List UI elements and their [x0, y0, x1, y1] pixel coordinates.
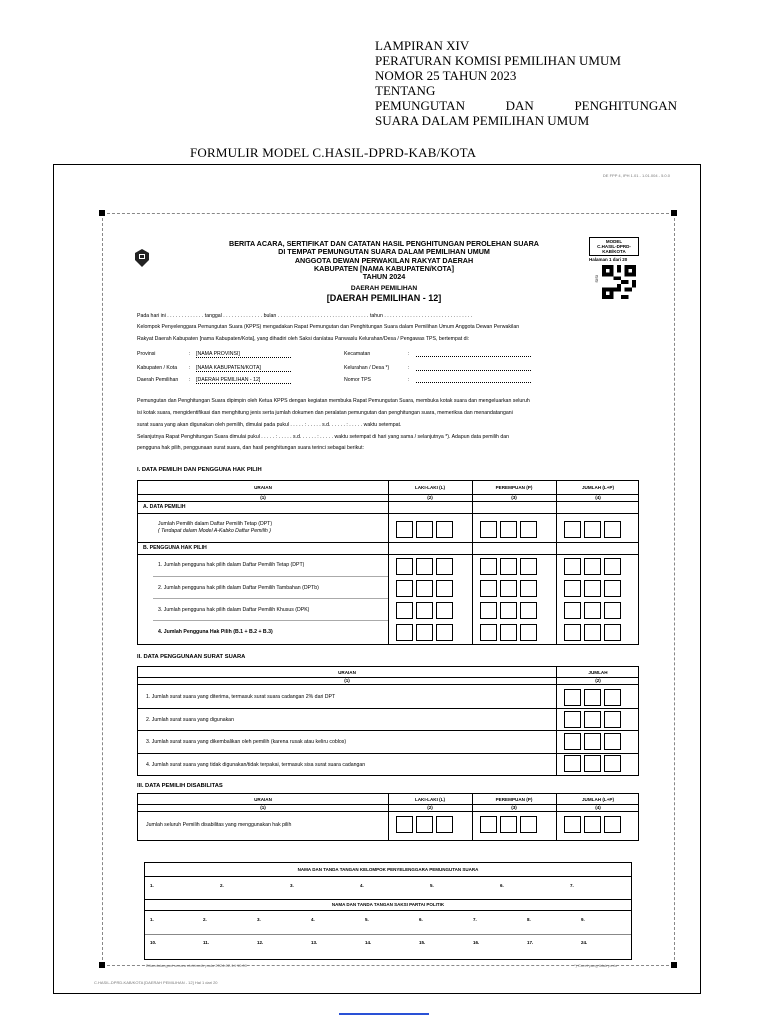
dapil-value: [DAERAH PEMILIHAN - 12]	[196, 377, 291, 384]
header-laki: LAKI-LAKI (L)	[414, 485, 446, 490]
saksi-sign-5[interactable]: 5.	[365, 917, 369, 922]
qr-code-icon	[602, 265, 636, 299]
digit-boxes-b1-l[interactable]	[396, 558, 453, 575]
tps-colon: :	[408, 377, 410, 383]
procedure-line-5: pengguna hak pilih, penggunaan surat suara, dan hasil penghitungan suara terinci sebagai berikut:	[137, 445, 364, 451]
procedure-line-2: isi kotak suara, mengidentifikasi dan menghitung jenis serta jumlah dokumen dan peralatan pemungutan dan penghitungan suara, memeriksa dan menandatangani	[137, 410, 513, 416]
corner-mark	[99, 210, 105, 216]
kpps-signature-title: NAMA DAN TANDA TANGAN KELOMPOK PENYELENGGARA PEMUNGUTAN SUARA	[297, 867, 479, 872]
intro-line-2: Kelompok Penyelenggara Pemungutan Suara (KPPS) mengadakan Rapat Pemungutan dan Penghitungan Suara dalam Pemilihan Umum Anggota Dewan Perwakilan	[137, 324, 520, 330]
kabupaten-colon: :	[189, 365, 191, 371]
corner-mark	[99, 962, 105, 968]
lampiran-header	[375, 38, 677, 128]
table-divider	[153, 576, 388, 577]
digit-boxes-dpt-lp[interactable]	[564, 521, 621, 538]
surat-row-4: 4. Jumlah surat suara yang tidak digunakan/tidak terpakai, termasuk sisa surat suara cadangan	[146, 762, 366, 768]
table-divider	[556, 481, 557, 644]
model-line-3: KAB/KOTA	[602, 249, 626, 254]
procedure-line-1: Pemungutan dan Penghitungan Suara dipimpin oleh Ketua KPPS dengan kegiatan membuka Rapat Pemungutan Suara, membuka kotak suara dan mengeluarkan seluruh	[137, 398, 530, 404]
digit-boxes-dis-l[interactable]	[396, 816, 453, 833]
title-line-5: TAHUN 2024	[362, 272, 406, 282]
digit-boxes-surat-1[interactable]	[564, 689, 621, 706]
table-divider	[138, 542, 638, 543]
section-a-title: A. DATA PEMILIH	[143, 504, 186, 510]
digit-boxes-b2-p[interactable]	[480, 580, 537, 597]
kpps-sign-1[interactable]: 1.	[150, 883, 154, 888]
digit-boxes-dpt-l[interactable]	[396, 521, 453, 538]
header-num-2: (2)	[427, 805, 433, 810]
saksi-sign-17[interactable]: 17.	[527, 940, 534, 945]
kpu-logo-icon	[135, 249, 149, 267]
digit-boxes-b2-l[interactable]	[396, 580, 453, 597]
table-divider	[138, 554, 638, 555]
title-line-4: KABUPATEN [NAMA KABUPATEN/KOTA]	[313, 263, 454, 273]
form-title: FORMULIR MODEL C.HASIL-DPRD-KAB/KOTA	[190, 145, 477, 160]
header-perempuan: PEREMPUAN (P)	[495, 485, 533, 490]
kpps-sign-5[interactable]: 5.	[430, 883, 434, 888]
lampiran-word-a: PEMUNGUTAN	[375, 98, 465, 113]
lampiran-line-3: NOMOR 25 TAHUN 2023	[375, 68, 517, 83]
form-page	[53, 164, 701, 994]
digit-boxes-surat-2[interactable]	[564, 711, 621, 728]
b-row-1: 1. Jumlah pengguna hak pilih dalam Daftar Pemilih Tetap (DPT)	[158, 562, 305, 568]
digit-boxes-b3-lp[interactable]	[564, 602, 621, 619]
tps-label: Nomor TPS	[344, 377, 372, 383]
bottom-link-underline[interactable]	[339, 1013, 429, 1015]
title-line-7: [DAERAH PEMILIHAN - 12]	[326, 292, 442, 303]
model-line-1: MODEL	[605, 239, 623, 244]
saksi-sign-11[interactable]: 11.	[203, 940, 210, 945]
disabilitas-row-1: Jumlah seluruh Pemilih disabilitas yang menggunakan hak pilih	[146, 822, 292, 828]
header-uraian: URAIAN	[338, 669, 356, 675]
saksi-sign-16[interactable]: 16.	[473, 940, 480, 945]
footer-note: *) Coret yang tidak perlu	[574, 963, 618, 968]
saksi-sign-1[interactable]: 1.	[150, 917, 154, 922]
table-divider	[138, 684, 638, 685]
saksi-sign-14[interactable]: 14.	[365, 940, 372, 945]
header-uraian: URAIAN	[254, 796, 272, 802]
header-jumlah: JUMLAH (L+P)	[581, 796, 615, 802]
header-num-4: (4)	[595, 805, 601, 810]
page-number: Halaman 1 dari 20	[589, 257, 628, 262]
title-line-1: BERITA ACARA, SERTIFIKAT DAN CATATAN HASIL PENGHITUNGAN PEROLEHAN SUARA	[229, 239, 539, 248]
table-divider	[138, 501, 638, 502]
provinsi-value: [NAMA PROVINSI]	[196, 351, 291, 358]
header-laki: LAKI-LAKI (L)	[414, 796, 446, 802]
dashed-border-top	[102, 213, 674, 214]
surat-row-1: 1. Jumlah surat suara yang diterima, termasuk surat suara cadangan 2% dari DPT	[146, 694, 336, 700]
saksi-sign-7[interactable]: 7.	[473, 917, 477, 922]
digit-boxes-b4-lp[interactable]	[564, 624, 621, 641]
kpps-sign-6[interactable]: 6.	[500, 883, 504, 888]
surat-row-3: 3. Jumlah surat suara yang dikembalikan oleh pemilih (karena rusak atau keliru coblos)	[146, 739, 347, 745]
saksi-sign-3[interactable]: 3.	[257, 917, 261, 922]
kpps-sign-4[interactable]: 4.	[360, 883, 364, 888]
kpps-sign-7[interactable]: 7.	[570, 883, 574, 888]
dapil-label: Daerah Pemilihan	[137, 377, 179, 383]
header-num-3: (3)	[511, 805, 517, 810]
saksi-sign-6[interactable]: 6.	[419, 917, 423, 922]
saksi-sign-9[interactable]: 9.	[581, 917, 585, 922]
digit-boxes-dis-lp[interactable]	[564, 816, 621, 833]
saksi-sign-24[interactable]: 24.	[581, 940, 588, 945]
table-divider	[145, 934, 631, 935]
corner-mark	[671, 210, 677, 216]
lampiran-line-4: TENTANG	[375, 83, 436, 98]
b-row-2: 2. Jumlah pengguna hak pilih dalam Daftar Pemilih Tambahan (DPTb)	[158, 585, 319, 591]
corner-mark	[671, 962, 677, 968]
kabupaten-label: Kabupaten / Kota	[137, 365, 178, 371]
model-line-2: C.HASIL-DPRD-	[597, 244, 631, 249]
table-divider	[145, 910, 631, 911]
kelurahan-colon: :	[408, 365, 410, 371]
procedure-line-4: Selanjutnya Rapat Penghitungan Suara dimulai pukul . . . . . : . . . . . s.d. . . . . . : . . . . . waktu setempat di hari yang sama / selanjutnya *). Adapun data pemilih dan	[137, 434, 509, 440]
kecamatan-field[interactable]	[416, 351, 531, 357]
dapil-colon: :	[189, 377, 191, 383]
section-1-title: I. DATA PEMILIH DAN PENGGUNA HAK PILIH	[137, 467, 262, 473]
a-row-1b: ( Terdapat dalam Model A-Kabko Daftar Pemilih )	[158, 528, 271, 534]
kelurahan-label: Kelurahan / Desa *)	[344, 365, 390, 371]
saksi-sign-10[interactable]: 10.	[150, 940, 157, 945]
table-divider	[472, 481, 473, 644]
digit-boxes-b4-l[interactable]	[396, 624, 453, 641]
header-num-1: (1)	[344, 678, 350, 683]
table-divider	[138, 753, 638, 754]
table-divider	[145, 876, 631, 877]
procedure-line-3: surat suara yang akan digunakan oleh pemilih, dimulai pada pukul . . . . . : . . . . . s.d. . . . . . : . . . . . waktu setempat.	[137, 422, 402, 428]
sisi-label: SISI	[594, 275, 599, 283]
intro-line-3: Rakyat Daerah Kabupaten [nama Kabupaten/Kota], yang dihadiri oleh Saksi dan/atau Panwaslu Kelurahan/Desa / Pengawas TPS, bertempat di:	[137, 336, 470, 342]
digit-boxes-b2-lp[interactable]	[564, 580, 621, 597]
table-divider	[153, 620, 388, 621]
header-perempuan: PEREMPUAN (P)	[495, 796, 533, 802]
digit-boxes-b1-lp[interactable]	[564, 558, 621, 575]
table-divider	[145, 899, 631, 900]
table-divider	[138, 730, 638, 731]
section-3-title: III. DATA PEMILIH DISABILITAS	[137, 783, 223, 789]
saksi-sign-13[interactable]: 13.	[311, 940, 318, 945]
intro-line-1: Pada hari ini . . . . . . . . . . . . . tanggal . . . . . . . . . . . . . . bulan . . . . . . . . . . . . . . . . . . . . . . . . . . . . . . . . tahun . . . . . . . . . . . . . . . . . . . . . . . . . . . . . . .	[137, 313, 473, 319]
saksi-sign-4[interactable]: 4.	[311, 917, 315, 922]
digit-boxes-dpt-p[interactable]	[480, 521, 537, 538]
saksi-sign-8[interactable]: 8.	[527, 917, 531, 922]
saksi-sign-15[interactable]: 15.	[419, 940, 426, 945]
b-row-4: 4. Jumlah Pengguna Hak Pilih (B.1 + B.2 + B.3)	[158, 629, 273, 635]
title-line-6: DAERAH PEMILIHAN	[350, 285, 418, 293]
header-num-1: (1)	[260, 805, 266, 810]
provinsi-colon: :	[189, 351, 191, 357]
signature-table	[144, 862, 632, 960]
document-title	[174, 240, 594, 302]
title-line-2: DI TEMPAT PEMUNGUTAN SUARA DALAM PEMILIHAN UMUM	[278, 247, 490, 257]
digit-boxes-b3-p[interactable]	[480, 602, 537, 619]
saksi-sign-12[interactable]: 12.	[257, 940, 264, 945]
header-small-text: DE FPP 4, IPH 1.01 - 1.01.004 - 5.0.0	[602, 173, 670, 178]
digit-boxes-b1-p[interactable]	[480, 558, 537, 575]
header-num-3: (3)	[511, 495, 517, 500]
table-divider	[138, 513, 638, 514]
lampiran-line-1: LAMPIRAN XIV	[375, 38, 470, 53]
table-divider	[388, 481, 389, 644]
digit-boxes-surat-4[interactable]	[564, 755, 621, 772]
header-num-2: (2)	[427, 495, 433, 500]
dashed-border-left	[102, 213, 103, 965]
digit-boxes-surat-3[interactable]	[564, 733, 621, 750]
provinsi-label: Provinsi	[137, 351, 156, 357]
title-line-3: ANGGOTA DEWAN PERWAKILAN RAKYAT DAERAH	[294, 255, 474, 265]
dashed-border-right	[674, 213, 675, 965]
header-num-4: (4)	[595, 495, 601, 500]
digit-boxes-b3-l[interactable]	[396, 602, 453, 619]
digit-boxes-dis-p[interactable]	[480, 816, 537, 833]
kelurahan-field[interactable]	[416, 365, 531, 371]
saksi-signature-title: NAMA DAN TANDA TANGAN SAKSI PARTAI POLITIK	[331, 902, 445, 907]
lampiran-word-b: DAN	[505, 98, 534, 113]
a-row-1: Jumlah Pemilih dalam Daftar Pemilih Tetap (DPT)	[158, 521, 273, 527]
surat-row-2: 2. Jumlah surat suara yang digunakan	[146, 717, 234, 723]
header-num-2: (2)	[595, 678, 601, 683]
kpps-sign-3[interactable]: 3.	[290, 883, 294, 888]
model-box	[589, 237, 639, 256]
kpps-sign-2[interactable]: 2.	[220, 883, 224, 888]
kecamatan-colon: :	[408, 351, 410, 357]
kecamatan-label: Kecamatan	[344, 351, 371, 357]
saksi-sign-2[interactable]: 2.	[203, 917, 207, 922]
lampiran-line-6: SUARA DALAM PEMILIHAN UMUM	[375, 113, 590, 128]
tps-field[interactable]	[416, 377, 531, 383]
section-b-title: B. PENGGUNA HAK PILIH	[143, 545, 207, 551]
footer-timestamp: Ditandatangani secara elektronik pada 2024-02-14 10:00	[146, 963, 247, 968]
table-divider	[138, 811, 638, 812]
lampiran-word-c: PENGHITUNGAN	[574, 98, 677, 113]
kabupaten-value: [NAMA KABUPATEN/KOTA]	[196, 365, 291, 372]
header-jumlah: JUMLAH	[588, 669, 608, 675]
b-row-3: 3. Jumlah pengguna hak pilih dalam Daftar Pemilih Khusus (DPK)	[158, 607, 310, 613]
table-divider	[138, 708, 638, 709]
table-divider	[153, 598, 388, 599]
digit-boxes-b4-p[interactable]	[480, 624, 537, 641]
lampiran-line-2: PERATURAN KOMISI PEMILIHAN UMUM	[375, 53, 621, 68]
header-uraian: URAIAN	[254, 485, 272, 490]
footer-left: C.HASIL-DPRD-KAB/KOTA [DAERAH PEMILIHAN - 12] Hal 1 dari 20	[94, 980, 218, 985]
header-num-1: (1)	[260, 495, 266, 500]
section-2-title: II. DATA PENGGUNAAN SURAT SUARA	[137, 654, 246, 660]
lampiran-line-5	[375, 98, 677, 113]
header-jumlah: JUMLAH (L+P)	[581, 485, 615, 490]
